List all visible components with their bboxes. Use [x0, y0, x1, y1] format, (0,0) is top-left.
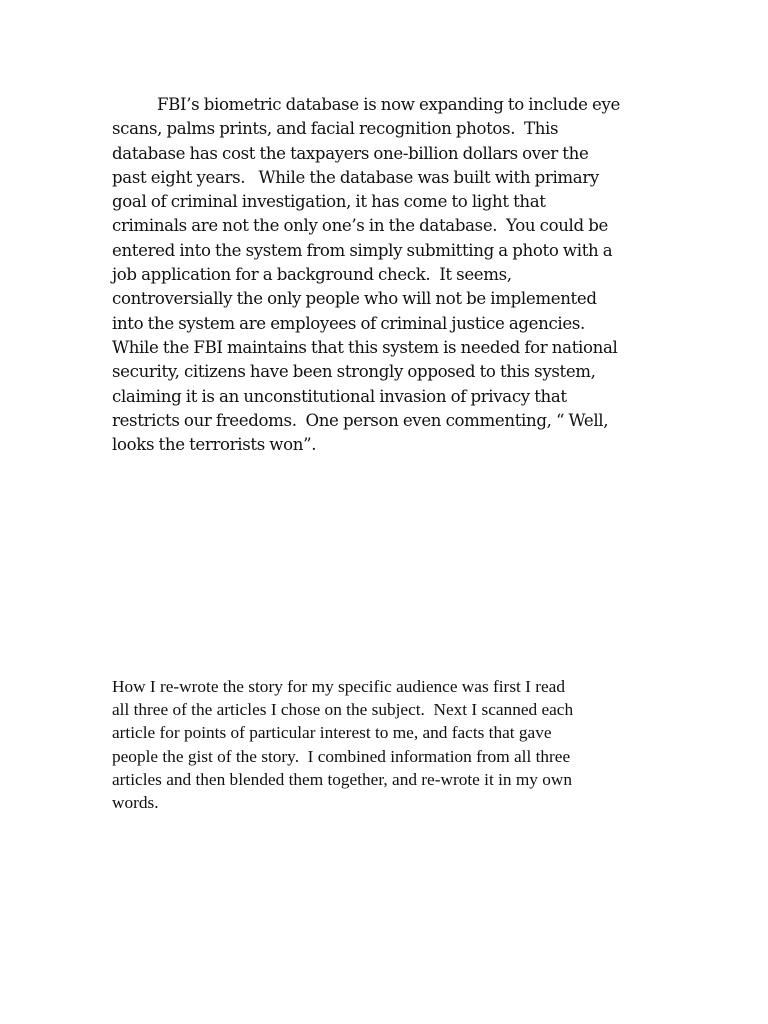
text-line: FBI’s biometric database is now expanding to include eye: [157, 95, 620, 114]
text-line: While the FBI maintains that this system is needed for national: [112, 337, 618, 357]
text-line: all three of the articles I chose on the subject. Next I scanned each: [112, 700, 574, 720]
text-line: How I re-wrote the story for my specific audience was first I read: [112, 677, 565, 696]
text-line: controversially the only people who will not be implemented: [112, 289, 597, 309]
text-line: restricts our freedoms. One person even commenting, “ Well,: [112, 410, 609, 430]
text-line: into the system are employees of criminal justice agencies.: [112, 313, 585, 333]
text-line: scans, palms prints, and facial recognition photos. This: [112, 119, 559, 139]
text-line: article for points of particular interest to me, and facts that gave: [112, 723, 552, 743]
text-line: past eight years. While the database was built with primary: [112, 167, 599, 187]
text-line: words.: [112, 793, 159, 813]
article-summary-paragraph: [112, 93, 658, 457]
text-line: goal of criminal investigation, it has come to light that: [112, 192, 546, 212]
text-line: security, citizens have been strongly opposed to this system,: [112, 362, 596, 382]
text-line: articles and then blended them together, and re-wrote it in my own: [112, 769, 572, 789]
text-line: looks the terrorists won”.: [112, 435, 317, 455]
text-line: criminals are not the only one’s in the database. You could be: [112, 216, 608, 236]
text-line: job application for a background check. It seems,: [112, 265, 512, 285]
text-line: people the gist of the story. I combined information from all three: [112, 746, 571, 766]
text-line: entered into the system from simply submitting a photo with a: [112, 240, 613, 260]
text-line: claiming it is an unconstitutional invasion of privacy that: [112, 386, 567, 406]
rewrite-explanation-paragraph: [112, 675, 658, 814]
text-line: database has cost the taxpayers one-billion dollars over the: [112, 143, 589, 163]
